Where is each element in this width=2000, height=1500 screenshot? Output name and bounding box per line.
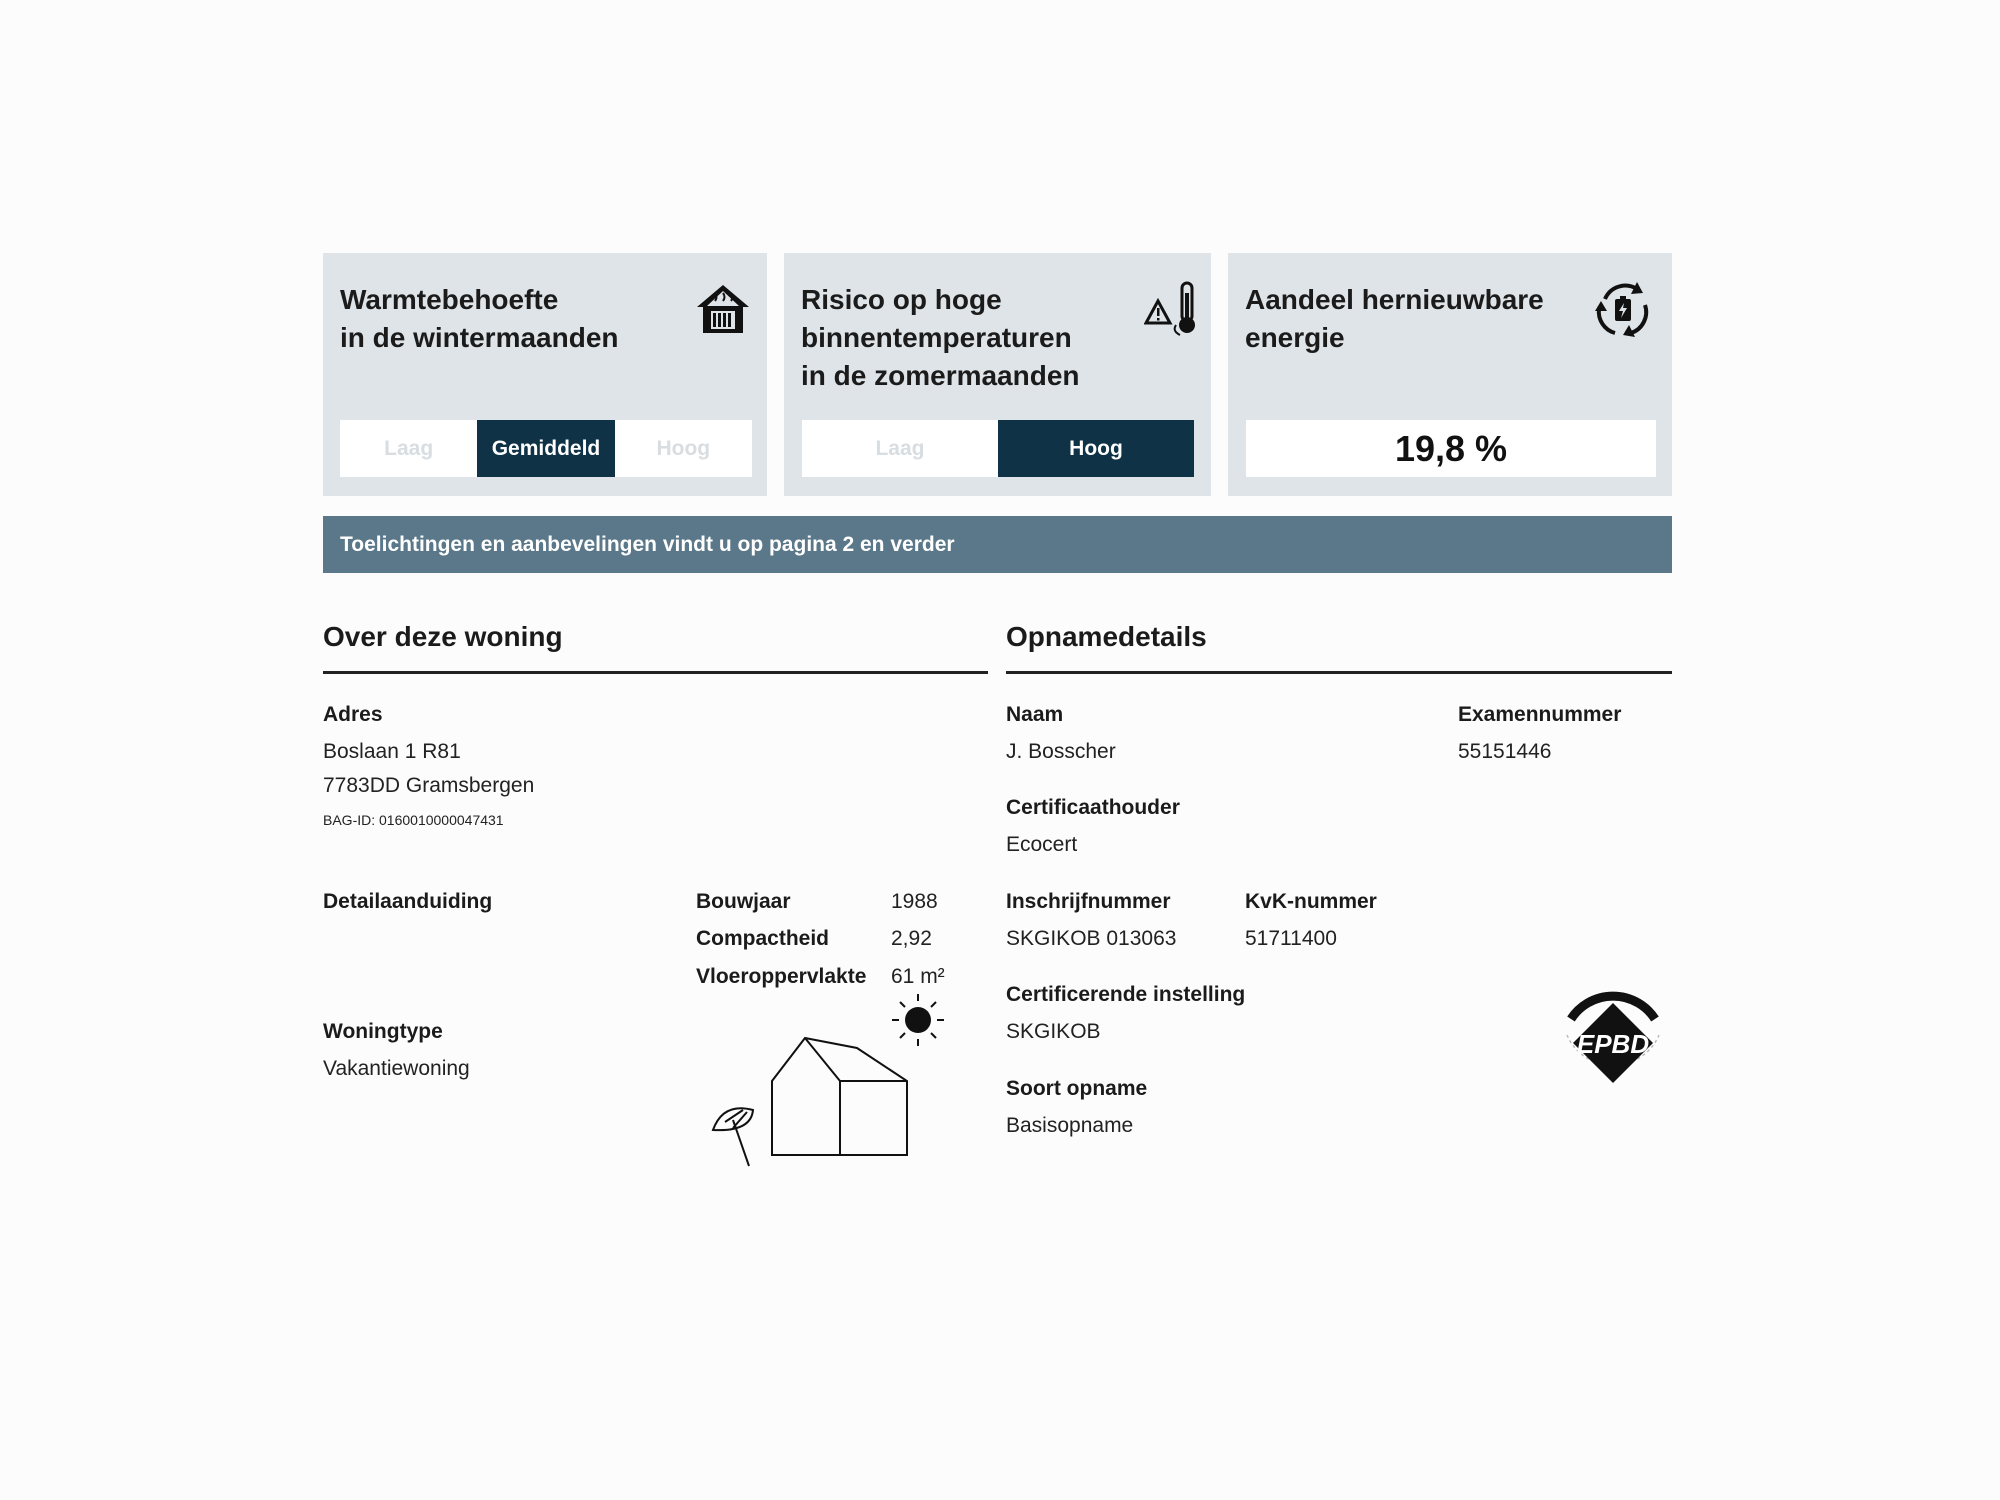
option-hoog: Hoog (656, 436, 711, 460)
adres-line1: Boslaan 1 R81 (323, 740, 461, 763)
naam-value: J. Bosscher (1006, 740, 1116, 763)
compactheid-value: 2,92 (891, 927, 932, 950)
soort-opname-value: Basisopname (1006, 1114, 1134, 1137)
kvk-label: KvK-nummer (1245, 890, 1377, 913)
woningtype-value: Vakantiewoning (323, 1057, 470, 1080)
card-title: Risico op hoge binnentemperaturen in de zomermaanden (801, 284, 1080, 391)
certificaathouder-label: Certificaathouder (1006, 796, 1180, 819)
thermometer-warning-icon (1144, 279, 1204, 339)
card-title: Warmtebehoefte in de wintermaanden (340, 284, 619, 353)
sun-icon (892, 994, 944, 1046)
inschrijfnummer-label: Inschrijfnummer (1006, 890, 1171, 913)
card-zomer-risico (784, 253, 1211, 496)
adres-line2: 7783DD Gramsbergen (323, 774, 535, 797)
section-heading-opname: Opnamedetails (1006, 621, 1207, 652)
hernieuwbaar-percentage: 19,8 % (1246, 420, 1656, 477)
option-gemiddeld: Gemiddeld (477, 420, 614, 477)
zomer-selector (802, 420, 1194, 477)
bouwjaar-label: Bouwjaar (696, 890, 791, 913)
examennummer-label: Examennummer (1458, 703, 1622, 726)
card-warmtebehoefte (323, 253, 767, 496)
option-laag: Laag (875, 436, 925, 460)
house-outline-icon (772, 1038, 907, 1155)
certificaathouder-value: Ecocert (1006, 833, 1078, 856)
section-heading-woning: Over deze woning (323, 621, 563, 652)
vacation-house-illustration (705, 990, 965, 1170)
examennummer-value: 55151446 (1458, 740, 1552, 763)
svg-text:EPBD: EPBD (1576, 1029, 1650, 1059)
adres-label: Adres (323, 703, 383, 726)
option-hoog: Hoog (998, 420, 1194, 477)
info-banner: Toelichtingen en aanbevelingen vindt u op pagina 2 en verder (323, 516, 1672, 573)
divider (1006, 671, 1672, 674)
card-hernieuwbaar (1228, 253, 1672, 496)
inschrijfnummer-value: SKGIKOB 013063 (1006, 927, 1177, 950)
soort-opname-label: Soort opname (1006, 1077, 1148, 1100)
option-laag: Laag (384, 436, 434, 460)
compactheid-label: Compactheid (696, 927, 830, 950)
divider (323, 671, 988, 674)
vloeroppervlakte-value: 61 m² (891, 965, 945, 988)
renewable-energy-icon (1593, 279, 1653, 339)
parasol-icon (713, 1108, 753, 1166)
epbd-logo (1553, 985, 1673, 1105)
naam-label: Naam (1006, 703, 1064, 726)
house-heating-icon (693, 279, 753, 339)
kvk-value: 51711400 (1245, 927, 1337, 950)
card-title: Aandeel hernieuwbare energie (1245, 284, 1544, 353)
warmte-selector (340, 420, 752, 477)
vloeroppervlakte-label: Vloeroppervlakte (696, 965, 867, 988)
certificerende-instelling-label: Certificerende instelling (1006, 983, 1246, 1006)
bag-id: BAG-ID: 0160010000047431 (323, 812, 504, 828)
bouwjaar-value: 1988 (891, 890, 938, 913)
detailaanduiding-label: Detailaanduiding (323, 890, 493, 913)
woningtype-label: Woningtype (323, 1020, 443, 1043)
certificerende-instelling-value: SKGIKOB (1006, 1020, 1101, 1043)
